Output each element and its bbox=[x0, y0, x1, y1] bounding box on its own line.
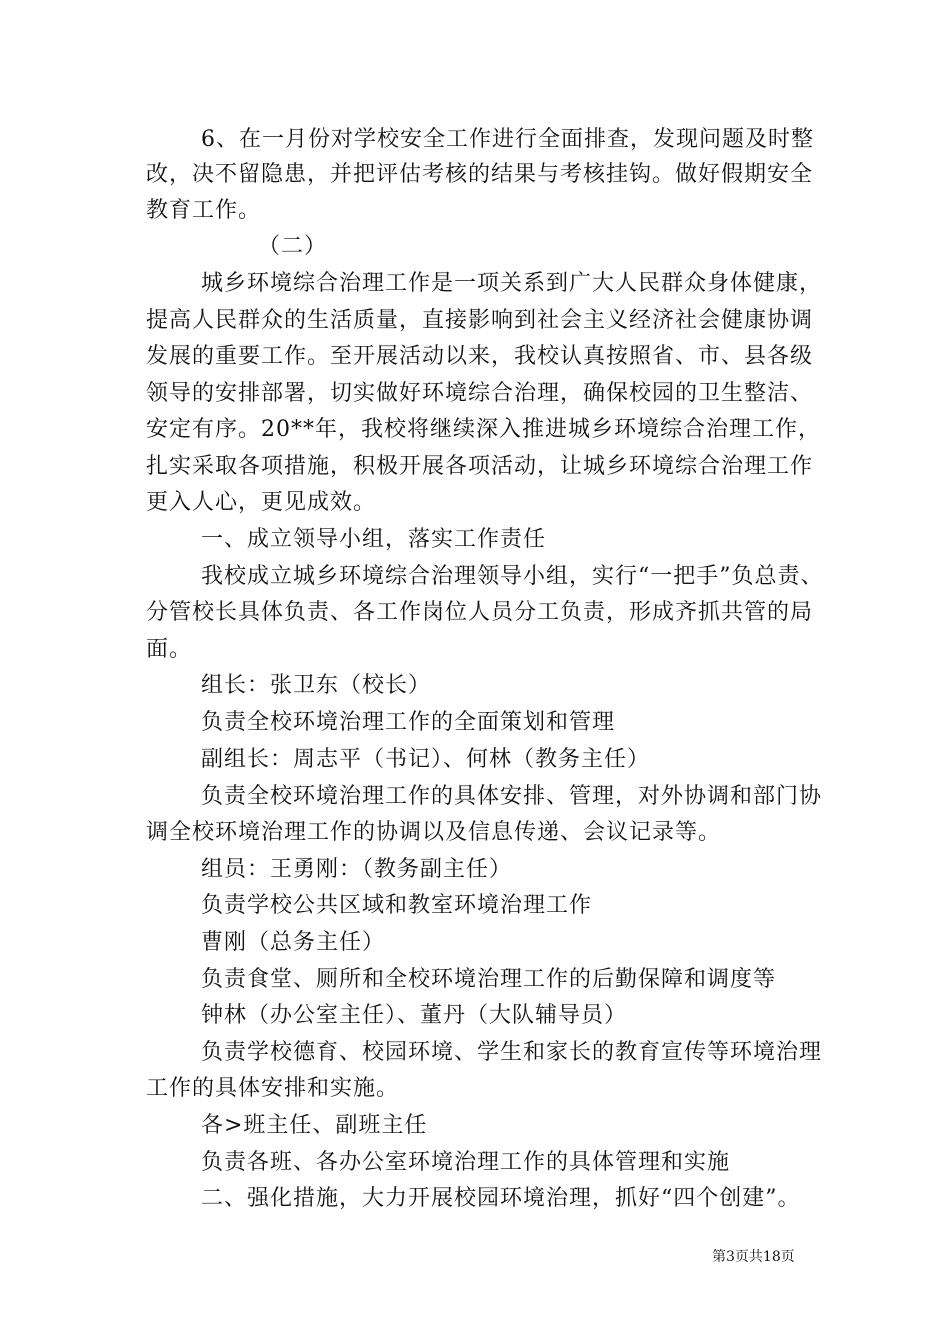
paragraph-line: 安定有序。20**年，我校将继续深入推进城乡环境综合治理工作， bbox=[146, 417, 821, 442]
paragraph-line: 城乡环境综合治理工作是一项关系到广大人民群众身体健康， bbox=[201, 271, 823, 296]
paragraph-line: 领导的安排部署，切实做好环境综合治理，确保校园的卫生整洁、 bbox=[146, 381, 814, 406]
paragraph-line: 负责各班、各办公室环境治理工作的具体管理和实施 bbox=[201, 1150, 731, 1175]
paragraph-line: 扎实采取各项措施，积极开展各项活动，让城乡环境综合治理工作 bbox=[146, 454, 814, 479]
paragraph-line: 分管校长具体负责、各工作岗位人员分工负责，形成齐抓共管的局 bbox=[146, 600, 814, 625]
paragraph-line: 组员：王勇刚：（教务副主任） bbox=[201, 857, 513, 882]
paragraph-line: 负责学校公共区域和教室环境治理工作 bbox=[201, 893, 593, 918]
paragraph-line: 副组长：周志平（书记）、何林（教务主任） bbox=[201, 747, 651, 772]
paragraph-line: 曹刚（总务主任） bbox=[201, 930, 386, 955]
paragraph-line: 各>班主任、副班主任 bbox=[201, 1113, 428, 1138]
paragraph-line: 改，决不留隐患，并把评估考核的结果与考核挂钩。做好假期安全 bbox=[146, 162, 814, 187]
paragraph-line: 我校成立城乡环境综合治理领导小组，实行“一把手”负总责、 bbox=[201, 564, 824, 589]
paragraph-line: 负责食堂、厕所和全校环境治理工作的后勤保障和调度等 bbox=[201, 967, 777, 992]
paragraph-line: 发展的重要工作。至开展活动以来，我校认真按照省、市、县各级 bbox=[146, 344, 814, 369]
paragraph-line: 面。 bbox=[146, 637, 193, 662]
paragraph-line: 工作的具体安排和实施。 bbox=[146, 1076, 400, 1101]
section-heading: 二、强化措施，大力开展校园环境治理，抓好“四个创建”。 bbox=[201, 1186, 801, 1211]
paragraph-line: 组长：张卫东（校长） bbox=[201, 673, 432, 698]
paragraph-line: 负责全校环境治理工作的全面策划和管理 bbox=[201, 710, 616, 735]
section-heading: 一、成立领导小组，落实工作责任 bbox=[201, 527, 547, 552]
paragraph-line: 负责全校环境治理工作的具体安排、管理，对外协调和部门协 bbox=[201, 784, 823, 809]
paragraph-line: 调全校环境治理工作的协调以及信息传递、会议记录等。 bbox=[146, 820, 722, 845]
section-heading: （二） bbox=[258, 234, 328, 259]
paragraph-line: 更入人心，更见成效。 bbox=[146, 490, 377, 515]
paragraph-line: 6、在一月份对学校安全工作进行全面排查，发现问题及时整 bbox=[201, 127, 814, 152]
paragraph-line: 提高人民群众的生活质量，直接影响到社会主义经济社会健康协调 bbox=[146, 308, 814, 333]
paragraph-line: 教育工作。 bbox=[146, 198, 262, 223]
paragraph-line: 负责学校德育、校园环境、学生和家长的教育宣传等环境治理 bbox=[201, 1040, 823, 1065]
page-number-footer: 第3页共18页 bbox=[712, 1249, 795, 1265]
paragraph-line: 钟林（办公室主任）、董丹（大队辅导员） bbox=[201, 1003, 628, 1028]
